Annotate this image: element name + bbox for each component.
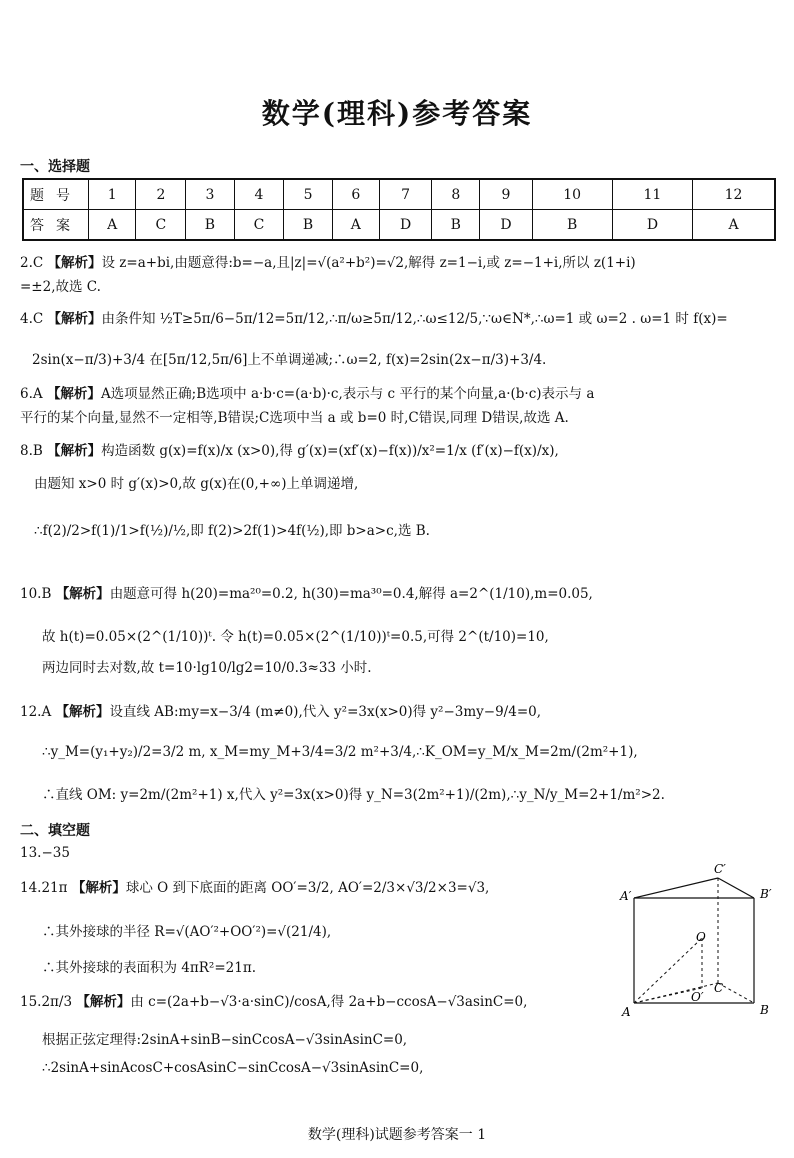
label-O1: O′ — [691, 990, 704, 1004]
q10-line1 — [20, 584, 593, 604]
q2-number: 2.C — [20, 255, 44, 271]
q6-line2: 平行的某个向量,显然不一定相等,B错误;C选项中当 a 或 b=0 时,C错误,同理 D错误,故选 A. — [20, 410, 569, 426]
table-cell: 11 — [612, 179, 692, 210]
q14-line2: ∴其外接球的半径 R=√(AO′²+OO′²)=√(21/4), — [42, 924, 332, 940]
q13-line: 13.−35 — [20, 845, 70, 861]
analysis-tag: 【解析】 — [71, 880, 126, 896]
row-label-answer: 答案 — [23, 210, 89, 241]
q12-text: 设直线 AB:my=x−3/4 (m≠0),代入 y²=3x(x>0)得 y²−3my−9/4=0, — [109, 704, 542, 720]
analysis-tag: 【解析】 — [47, 255, 102, 271]
analysis-tag: 【解析】 — [76, 994, 131, 1010]
q8-line2: 由题知 x>0 时 g′(x)>0,故 g(x)在(0,+∞)上单调递增, — [34, 476, 359, 492]
table-cell: B — [432, 210, 480, 241]
table-cell: 1 — [89, 179, 136, 210]
q12-number: 12.A — [20, 704, 52, 720]
table-cell: 3 — [186, 179, 234, 210]
q8-text: 构造函数 g(x)=f(x)/x (x>0),得 g′(x)=(xf′(x)−f(x))/x²=1/x (f′(x)−f(x)/x), — [101, 443, 559, 459]
label-O: O — [696, 930, 706, 944]
table-cell: A — [332, 210, 379, 241]
table-cell: 9 — [480, 179, 532, 210]
edge-A1C1 — [634, 878, 718, 898]
q14-line3: ∴其外接球的表面积为 4πR²=21π. — [42, 960, 256, 976]
q10-line3: 两边同时去对数,故 t=10·lg10/lg2=10/0.3≈33 小时. — [42, 660, 372, 676]
q12-line2: ∴y_M=(y₁+y₂)/2=3/2 m, x_M=my_M+3/4=3/2 m²+3/4,∴K_OM=y_M/x_M=2m/(2m²+1), — [42, 744, 638, 760]
label-B: B — [760, 1003, 769, 1017]
section-choice: 一、选择题 — [20, 159, 90, 175]
q15-line2: 根据正弦定理得:2sinA+sinB−sinCcosA−√3sinAsinC=0, — [42, 1032, 408, 1048]
page-title: 数学(理科)参考答案 — [261, 97, 533, 130]
table-cell: 12 — [693, 179, 775, 210]
q15-number: 15.2π/3 — [20, 994, 73, 1010]
table-cell: 4 — [234, 179, 284, 210]
table-cell: 6 — [332, 179, 379, 210]
q4-number: 4.C — [20, 311, 44, 327]
section-fill: 二、填空题 — [20, 823, 90, 839]
q4-line2: 2sin(x−π/3)+3/4 在[5π/12,5π/6]上不单调递减;∴ω=2, f(x)=2sin(2x−π/3)+3/4. — [32, 352, 547, 368]
table-cell: B — [186, 210, 234, 241]
q8-line3: ∴f(2)/2>f(1)/1>f(½)/½,即 f(2)>2f(1)>4f(½),即 b>a>c,选 B. — [34, 523, 430, 539]
q15-line3: ∴2sinA+sinAcosC+cosAsinC−sinCcosA−√3sinAsinC=0, — [42, 1060, 424, 1076]
edge-C1B1 — [718, 878, 754, 898]
q15-line1 — [20, 992, 527, 1012]
table-cell: C — [234, 210, 284, 241]
label-C1: C′ — [714, 862, 726, 876]
prism-figure — [610, 858, 780, 1023]
q6-line1 — [20, 384, 594, 404]
analysis-tag: 【解析】 — [55, 586, 110, 602]
analysis-tag: 【解析】 — [55, 704, 110, 720]
q15-text: 由 c=(2a+b−√3·a·sinC)/cosA,得 2a+b−ccosA−√3asinC=0, — [130, 994, 528, 1010]
q12-line1 — [20, 702, 541, 722]
label-A: A — [622, 1005, 631, 1019]
table-cell: B — [284, 210, 332, 241]
table-cell: 2 — [136, 179, 186, 210]
table-cell: 5 — [284, 179, 332, 210]
row-label-number: 题号 — [23, 179, 89, 210]
q2-text: 设 z=a+bi,由题意得:b=−a,且|z|=√(a²+b²)=√2,解得 z=1−i,或 z=−1+i,所以 z(1+i) — [101, 255, 636, 271]
q2-line1 — [20, 253, 636, 273]
q6-number: 6.A — [20, 386, 43, 402]
analysis-tag: 【解析】 — [46, 386, 101, 402]
table-cell: C — [136, 210, 186, 241]
table-cell: D — [480, 210, 532, 241]
q14-text: 球心 O 到下底面的距离 OO′=3/2, AO′=2/3×√3/2×3=√3, — [125, 880, 490, 896]
table-cell: D — [380, 210, 432, 241]
answer-table — [22, 178, 776, 241]
q14-number: 14.21π — [20, 880, 68, 896]
table-cell: B — [532, 210, 612, 241]
page-footer: 数学(理科)试题参考答案一 1 — [307, 1127, 487, 1143]
q8-line1 — [20, 441, 559, 461]
q4-line1 — [20, 309, 728, 329]
table-cell: A — [693, 210, 775, 241]
table-cell: 10 — [532, 179, 612, 210]
q2-line2: =±2,故选 C. — [20, 279, 101, 295]
edge-CB — [718, 983, 754, 1003]
table-cell: A — [89, 210, 136, 241]
table-row-answers — [23, 210, 775, 241]
analysis-tag: 【解析】 — [47, 311, 102, 327]
table-cell: 8 — [432, 179, 480, 210]
label-B1: B′ — [760, 887, 772, 901]
q12-line3: ∴直线 OM: y=2m/(2m²+1) x,代入 y²=3x(x>0)得 y_N=3(2m²+1)/(2m),∴y_N/y_M=2+1/m²>2. — [42, 787, 665, 803]
q6-text: A选项显然正确;B选项中 a·b·c=(a·b)·c,表示与 c 平行的某个向量,a·(b·c)表示与 a — [100, 386, 595, 402]
table-cell: D — [612, 210, 692, 241]
q10-number: 10.B — [20, 586, 52, 602]
table-row-numbers — [23, 179, 775, 210]
q4-text: 由条件知 ½T≥5π/6−5π/12=5π/12,∴π/ω≥5π/12,∴ω≤12/5,∵ω∈N*,∴ω=1 或 ω=2 . ω=1 时 f(x)= — [101, 311, 728, 327]
q8-number: 8.B — [20, 443, 43, 459]
q10-line2: 故 h(t)=0.05×(2^(1/10))ᵗ. 令 h(t)=0.05×(2^(1/10))ᵗ=0.5,可得 2^(t/10)=10, — [42, 629, 549, 645]
table-cell: 7 — [380, 179, 432, 210]
q14-line1 — [20, 878, 489, 898]
label-A1: A′ — [620, 889, 632, 903]
analysis-tag: 【解析】 — [47, 443, 102, 459]
label-C: C — [714, 981, 724, 995]
q10-text: 由题意可得 h(20)=ma²⁰=0.2, h(30)=ma³⁰=0.4,解得 a=2^(1/10),m=0.05, — [109, 586, 593, 602]
